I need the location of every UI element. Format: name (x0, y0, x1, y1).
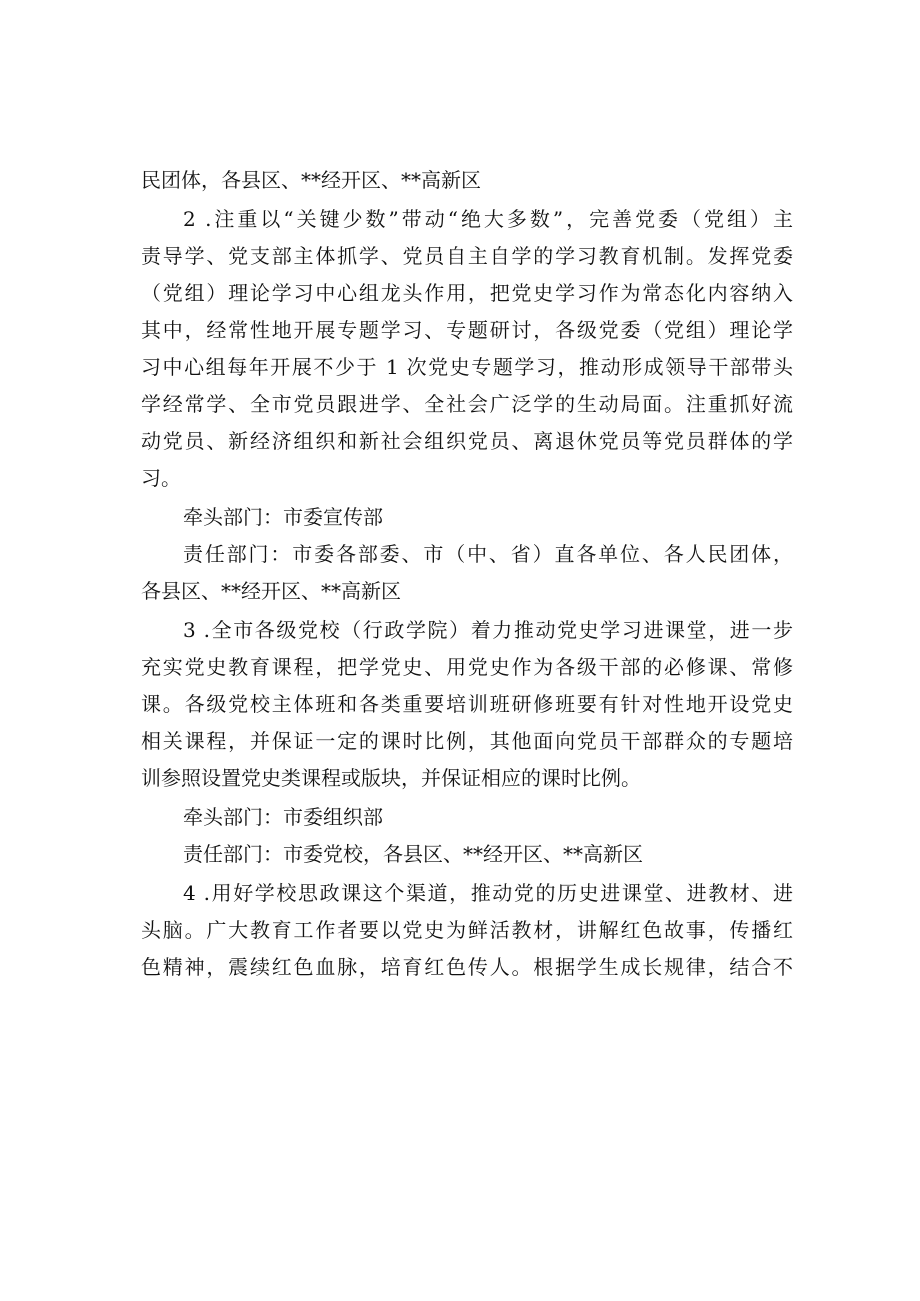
text-line: 其中，经常性地开展专题学习、专题研讨，各级党委（党组）理论学 (141, 318, 793, 342)
text-line: （党组）理论学习中心组龙头作用，把党史学习作为常态化内容纳入 (141, 281, 793, 305)
text-line: 学经常学、全市党员跟进学、全社会广泛学的生动局面。注重抓好流 (141, 392, 793, 416)
lead-department: 牵头部门：市委宣传部 (183, 505, 383, 529)
text-line: 相关课程，并保证一定的课时比例，其他面向党员干部群众的专题培 (141, 729, 793, 753)
text-line: 习中心组每年开展不少于 1 次党史专题学习，推动形成领导干部带头 (141, 355, 793, 379)
text-line: 责导学、党支部主体抓学、党员自主自学的学习教育机制。发挥党委 (141, 244, 793, 268)
text-line: 动党员、新经济组织和新社会组织党员、离退休党员等党员群体的学 (141, 429, 793, 453)
text-line: 习。 (141, 466, 181, 490)
item-4-line: 4 .用好学校思政课这个渠道，推动党的历史进课堂、进教材、进 (183, 881, 793, 905)
text-line: 色精神，震续红色血脉，培育红色传人。根据学生成长规律，结合不 (141, 955, 793, 979)
item-2-line: 2 .注重以“关键少数”带动“绝大多数”，完善党委（党组）主 (183, 207, 793, 231)
responsible-departments: 责任部门：市委党校，各县区、**经开区、**高新区 (183, 842, 643, 866)
text-line: 头脑。广大教育工作者要以党史为鲜活教材，讲解红色故事，传播红 (141, 918, 793, 942)
text-line: 训参照设置党史类课程或版块，并保证相应的课时比例。 (141, 766, 641, 790)
text-line: 民团体，各县区、**经开区、**高新区 (141, 168, 481, 192)
text-line: 各县区、**经开区、**高新区 (141, 579, 401, 603)
responsible-departments: 责任部门：市委各部委、市（中、省）直各单位、各人民团体， (183, 542, 793, 566)
lead-department: 牵头部门：市委组织部 (183, 805, 383, 829)
item-3-line: 3 .全市各级党校（行政学院）着力推动党史学习进课堂，进一步 (183, 618, 793, 642)
text-line: 充实党史教育课程，把学党史、用党史作为各级干部的必修课、常修 (141, 655, 793, 679)
document-page (141, 162, 793, 986)
text-line: 课。各级党校主体班和各类重要培训班研修班要有针对性地开设党史 (141, 692, 793, 716)
